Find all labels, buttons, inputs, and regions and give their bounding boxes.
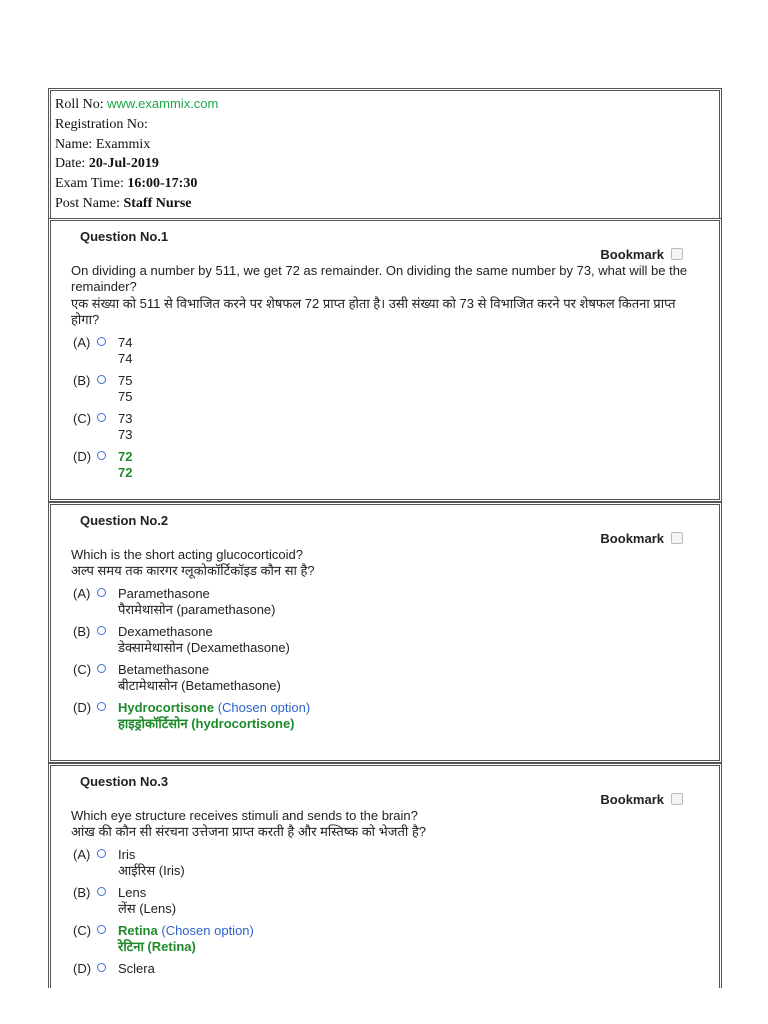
option-b[interactable]: (B) Lens लेंस (Lens): [73, 884, 177, 917]
bookmark-control[interactable]: Bookmark: [71, 792, 683, 808]
radio-icon[interactable]: [97, 375, 106, 384]
radio-icon[interactable]: [97, 337, 106, 346]
post-name-row: Post Name: Staff Nurse: [55, 195, 192, 211]
question-card-1: [48, 218, 722, 502]
bookmark-checkbox[interactable]: [671, 793, 683, 805]
date-row: Date: 20-Jul-2019: [55, 156, 159, 172]
option-b[interactable]: (B) 75 75: [73, 372, 133, 405]
radio-icon[interactable]: [97, 963, 106, 972]
radio-icon[interactable]: [97, 849, 106, 858]
option-a[interactable]: (A) Paramethasone पैरामेथासोन (paramethasone): [73, 585, 276, 618]
option-b[interactable]: (B) Dexamethasone डेक्सामेथासोन (Dexamethasone): [73, 623, 290, 656]
radio-icon[interactable]: [97, 626, 106, 635]
site-link[interactable]: www.exammix.com: [107, 96, 219, 111]
option-c[interactable]: (C) Betamethasone बीटामेथासोन (Betamethasone): [73, 661, 281, 694]
radio-icon[interactable]: [97, 664, 106, 673]
radio-icon[interactable]: [97, 413, 106, 422]
radio-icon[interactable]: [97, 588, 106, 597]
option-c-correct[interactable]: (C) Retina (Chosen option) रेटिना (Retina): [73, 922, 254, 955]
question-text-hi: अल्प समय तक कारगर ग्लूकोकॉर्टिकॉइड कौन सा है?: [71, 563, 315, 579]
option-d[interactable]: (D) Sclera: [73, 960, 155, 976]
bookmark-checkbox[interactable]: [671, 532, 683, 544]
bookmark-control[interactable]: Bookmark: [71, 247, 683, 263]
question-text-en: On dividing a number by 511, we get 72 as remainder. On dividing the same number by 73, what will be the remainder?: [71, 262, 688, 295]
question-card-2: [48, 502, 722, 763]
question-card-3: [48, 763, 722, 988]
option-a[interactable]: (A) 74 74: [73, 334, 133, 367]
exam-time-row: Exam Time: 16:00-17:30: [55, 176, 198, 192]
option-d-correct[interactable]: (D) Hydrocortisone (Chosen option) हाइड्रोकॉर्टिसोन (hydrocortisone): [73, 699, 311, 732]
radio-icon[interactable]: [97, 887, 106, 896]
radio-icon[interactable]: [97, 451, 106, 460]
registration-row: Registration No:: [55, 116, 148, 132]
bookmark-control[interactable]: Bookmark: [71, 531, 683, 547]
bookmark-checkbox[interactable]: [671, 248, 683, 260]
radio-icon[interactable]: [97, 925, 106, 934]
roll-row: Roll No: www.exammix.com: [55, 96, 219, 112]
question-text-en: Which eye structure receives stimuli and sends to the brain?: [71, 807, 418, 823]
name-row: Name: Exammix: [55, 136, 151, 152]
candidate-info-box: [48, 88, 722, 218]
answer-sheet: [48, 88, 722, 988]
question-text-en: Which is the short acting glucocorticoid?: [71, 546, 303, 562]
question-title: Question No.2: [80, 512, 169, 528]
option-a[interactable]: (A) Iris आईरिस (Iris): [73, 846, 185, 879]
option-d-correct[interactable]: (D) 72 72: [73, 448, 133, 481]
chosen-option-label: (Chosen option): [217, 699, 311, 715]
radio-icon[interactable]: [97, 702, 106, 711]
option-c[interactable]: (C) 73 73: [73, 410, 133, 443]
question-text-hi: आंख की कौन सी संरचना उत्तेजना प्राप्त करती है और मस्तिष्क को भेजती है?: [71, 824, 426, 840]
question-text-hi: एक संख्या को 511 से विभाजित करने पर शेषफल 72 प्राप्त होता है। उसी संख्या को 73 से विभाजित करने पर शेषफल कितना प्राप्त होगा?: [71, 295, 676, 328]
question-title: Question No.3: [80, 773, 169, 789]
chosen-option-label: (Chosen option): [161, 922, 254, 938]
question-title: Question No.1: [80, 228, 169, 244]
